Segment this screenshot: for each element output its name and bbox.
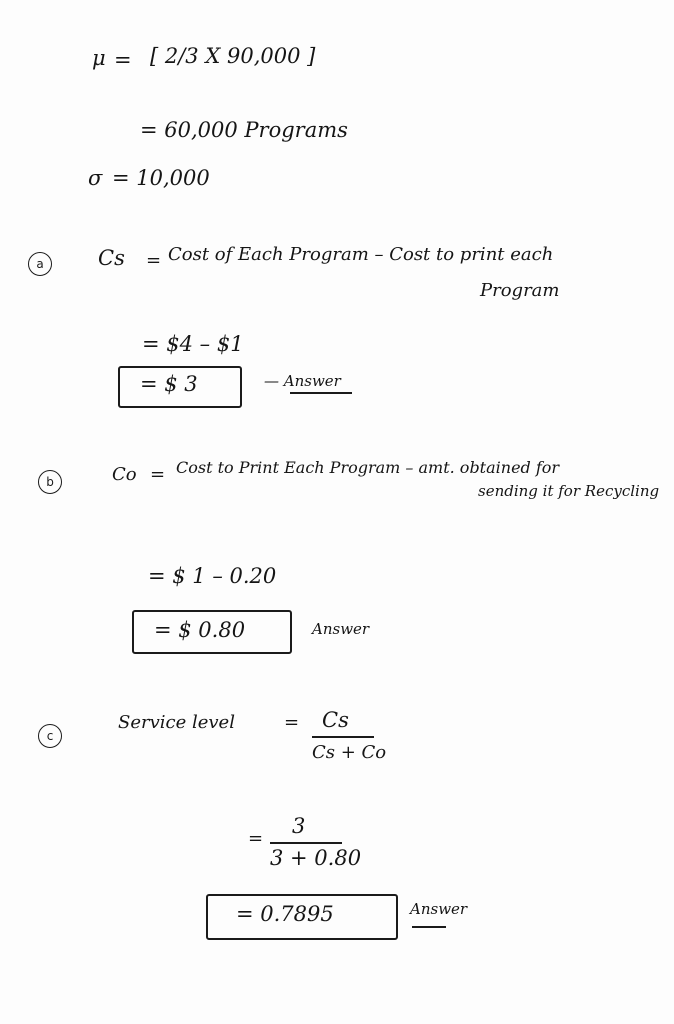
part-a-answer-underline <box>290 392 352 394</box>
part-c-marker: c <box>38 724 62 748</box>
part-b-definition-line1: Cost to Print Each Program – amt. obtained for <box>176 458 560 477</box>
part-a-definition-line2: Program <box>480 280 560 301</box>
part-b-result: = $ 0.80 <box>154 618 246 642</box>
part-c-equals: = <box>284 712 300 733</box>
part-c-step-denominator: 3 + 0.80 <box>270 846 362 870</box>
part-b-step1: = $ 1 – 0.20 <box>148 564 277 588</box>
mu-symbol: μ <box>92 46 106 70</box>
part-b-answer-label: Answer <box>312 620 370 638</box>
mu-expression: [ 2/3 X 90,000 ] <box>150 44 316 68</box>
part-a-lhs: Cs <box>98 246 125 270</box>
part-c-step-fraction-bar <box>270 842 342 844</box>
part-a-answer-label: — Answer <box>264 372 341 390</box>
mu-result: = 60,000 Programs <box>140 118 348 142</box>
part-b-marker: b <box>38 470 62 494</box>
sigma-symbol: σ <box>88 166 103 190</box>
sigma-value: = 10,000 <box>112 166 210 190</box>
part-c-step-numerator: 3 <box>292 814 306 838</box>
part-c-step-equals: = <box>248 828 264 849</box>
part-a-result: = $ 3 <box>140 372 198 396</box>
part-c-answer-underline <box>412 926 446 928</box>
part-a-definition-line1: Cost of Each Program – Cost to print each <box>168 244 554 265</box>
part-c-formula-denominator: Cs + Co <box>312 742 387 763</box>
part-c-lhs: Service level <box>118 712 235 733</box>
part-c-formula-numerator: Cs <box>322 708 349 732</box>
part-c-result: = 0.7895 <box>236 902 334 926</box>
part-a-equals: = <box>146 250 162 271</box>
part-b-lhs: Co <box>112 464 137 485</box>
part-c-formula-fraction-bar <box>312 736 374 738</box>
part-c-answer-label: Answer <box>410 900 468 918</box>
mu-equals: = <box>114 48 132 72</box>
part-b-equals: = <box>150 464 166 485</box>
part-b-definition-line2: sending it for Recycling <box>478 482 660 500</box>
part-a-step1: = $4 – $1 <box>142 332 244 356</box>
part-a-marker: a <box>28 252 52 276</box>
